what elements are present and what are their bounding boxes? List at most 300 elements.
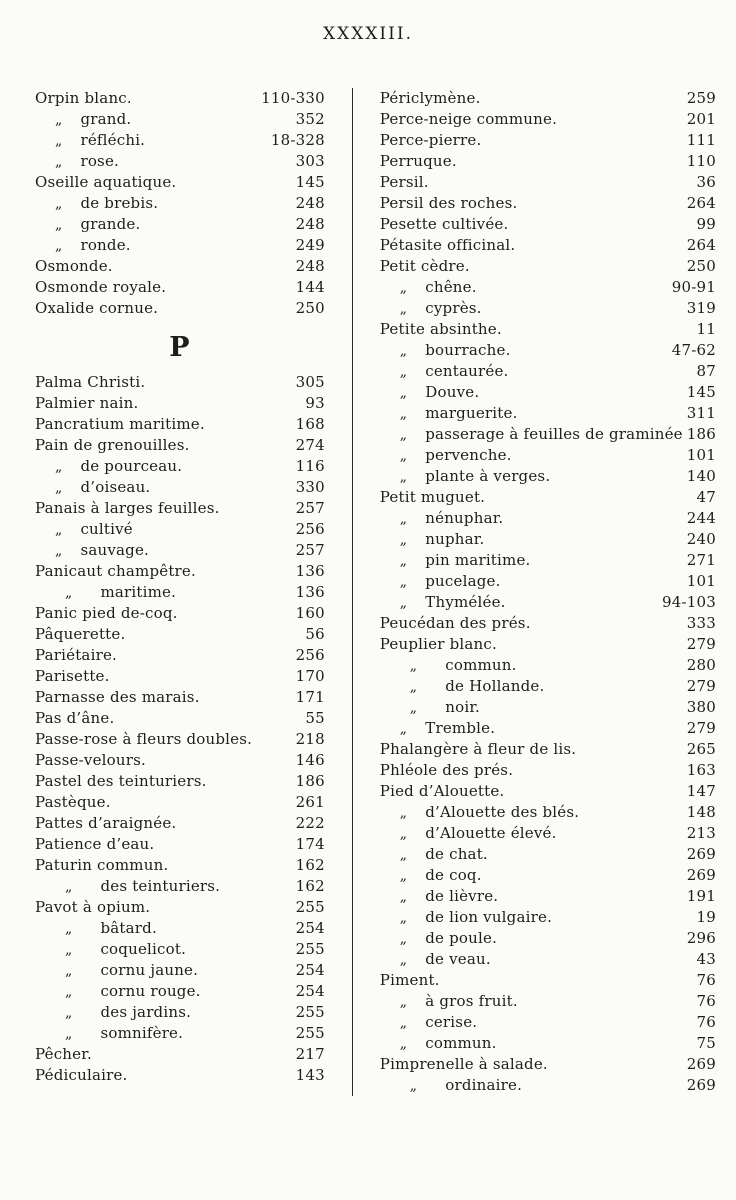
index-entry bbox=[380, 466, 716, 487]
entry-page-number: 257 bbox=[295, 541, 325, 559]
index-entry bbox=[35, 498, 325, 519]
index-entry bbox=[35, 582, 325, 603]
entry-page-number: 76 bbox=[696, 971, 716, 989]
ditto-mark: „ bbox=[55, 217, 63, 233]
index-entry bbox=[35, 855, 325, 876]
entry-label: nuphar. bbox=[425, 530, 485, 548]
entry-label: Pédiculaire. bbox=[35, 1066, 128, 1084]
index-entry bbox=[380, 949, 716, 970]
ditto-mark: „ bbox=[409, 658, 418, 674]
entry-page-number: 244 bbox=[686, 509, 716, 527]
index-entry bbox=[380, 739, 716, 760]
entry-page-number: 160 bbox=[295, 604, 325, 622]
entry-page-number: 18-328 bbox=[270, 131, 325, 149]
entry-page-number: 19 bbox=[696, 908, 716, 926]
entry-page-number: 75 bbox=[696, 1034, 716, 1052]
index-entry bbox=[380, 1012, 716, 1033]
entry-page-number: 170 bbox=[295, 667, 325, 685]
entry-page-number: 271 bbox=[686, 551, 716, 569]
entry-page-number: 11 bbox=[696, 320, 716, 338]
entry-page-number: 255 bbox=[295, 940, 325, 958]
ditto-mark: „ bbox=[55, 196, 63, 212]
entry-label: Pétasite officinal. bbox=[379, 236, 516, 254]
index-entry bbox=[35, 519, 325, 540]
ditto-mark: „ bbox=[55, 238, 63, 254]
letter-section-heading: P bbox=[169, 332, 191, 363]
entry-label: commun. bbox=[445, 656, 517, 674]
index-entry bbox=[380, 550, 716, 571]
index-entry bbox=[35, 1023, 325, 1044]
entry-label: d’Alouette des blés. bbox=[425, 803, 580, 821]
entry-label: d’oiseau. bbox=[80, 478, 151, 496]
entry-page-number: 111 bbox=[686, 131, 716, 149]
entry-label: Peuplier blanc. bbox=[379, 635, 497, 653]
entry-label: Pariétaire. bbox=[35, 646, 117, 664]
index-entry bbox=[380, 592, 716, 613]
entry-page-number: 101 bbox=[686, 572, 716, 590]
index-entry bbox=[380, 613, 716, 634]
index-entry bbox=[380, 1075, 716, 1096]
entry-label: des jardins. bbox=[100, 1003, 192, 1021]
ditto-mark: „ bbox=[399, 364, 408, 380]
index-entry bbox=[35, 414, 325, 435]
index-entry bbox=[380, 151, 716, 172]
entry-page-number: 279 bbox=[686, 677, 716, 695]
index-entry bbox=[35, 771, 325, 792]
entry-page-number: 240 bbox=[686, 530, 716, 548]
entry-page-number: 254 bbox=[295, 982, 325, 1000]
index-entry bbox=[380, 508, 716, 529]
index-entry bbox=[380, 130, 716, 151]
index-entry bbox=[380, 1033, 716, 1054]
entry-page-number: 279 bbox=[686, 635, 716, 653]
ditto-mark: „ bbox=[55, 459, 63, 475]
entry-label: Perruque. bbox=[379, 152, 457, 170]
entry-label: Persil. bbox=[379, 173, 429, 191]
entry-page-number: 76 bbox=[696, 992, 716, 1010]
entry-label: Phalangère à fleur de lis. bbox=[379, 740, 577, 758]
entry-label: de chat. bbox=[425, 845, 488, 863]
index-entry bbox=[380, 214, 716, 235]
ditto-mark: „ bbox=[55, 154, 63, 170]
index-entry bbox=[35, 666, 325, 687]
entry-page-number: 163 bbox=[686, 761, 716, 779]
entry-label: passerage à feuilles de graminée bbox=[425, 425, 683, 443]
index-entry bbox=[380, 361, 716, 382]
ditto-mark: „ bbox=[399, 910, 408, 926]
page-number-heading: XXXXIII. bbox=[323, 24, 413, 44]
index-entry bbox=[35, 477, 325, 498]
entry-page-number: 56 bbox=[305, 625, 325, 643]
index-entry bbox=[35, 876, 325, 897]
entry-page-number: 55 bbox=[305, 709, 325, 727]
index-entry bbox=[380, 781, 716, 802]
entry-page-number: 171 bbox=[295, 688, 325, 706]
index-columns bbox=[0, 88, 736, 1096]
entry-label: Panicaut champêtre. bbox=[35, 562, 196, 580]
index-entry bbox=[35, 456, 325, 477]
entry-label: Pastel des teinturiers. bbox=[35, 772, 207, 790]
index-entry bbox=[35, 214, 325, 235]
ditto-mark: „ bbox=[399, 595, 408, 611]
index-entry bbox=[35, 193, 325, 214]
entry-page-number: 47 bbox=[696, 488, 716, 506]
entry-label: commun. bbox=[425, 1034, 497, 1052]
entry-label: Pâquerette. bbox=[35, 625, 126, 643]
ditto-mark: „ bbox=[55, 112, 63, 128]
index-entry bbox=[35, 729, 325, 750]
ditto-mark: „ bbox=[399, 889, 408, 905]
ditto-mark: „ bbox=[399, 952, 408, 968]
entry-label: Perce-neige commune. bbox=[379, 110, 558, 128]
index-entry bbox=[380, 88, 716, 109]
entry-page-number: 148 bbox=[686, 803, 716, 821]
entry-page-number: 269 bbox=[686, 1055, 716, 1073]
entry-page-number: 174 bbox=[295, 835, 325, 853]
entry-label: Petit muguet. bbox=[379, 488, 486, 506]
ditto-mark: „ bbox=[409, 679, 418, 695]
ditto-mark: „ bbox=[399, 1015, 408, 1031]
index-entry bbox=[35, 624, 325, 645]
ditto-mark: „ bbox=[55, 480, 63, 496]
entry-page-number: 43 bbox=[696, 950, 716, 968]
entry-label: Pimprenelle à salade. bbox=[379, 1055, 548, 1073]
entry-page-number: 99 bbox=[696, 215, 716, 233]
index-entry bbox=[380, 571, 716, 592]
index-entry bbox=[35, 235, 325, 256]
index-entry bbox=[380, 319, 716, 340]
ditto-mark: „ bbox=[399, 805, 408, 821]
ditto-mark: „ bbox=[399, 343, 408, 359]
entry-label: cyprès. bbox=[425, 299, 482, 317]
entry-label: Douve. bbox=[425, 383, 480, 401]
entry-page-number: 352 bbox=[295, 110, 325, 128]
entry-page-number: 143 bbox=[295, 1066, 325, 1084]
index-entry bbox=[380, 844, 716, 865]
index-entry bbox=[380, 886, 716, 907]
entry-label: plante à verges. bbox=[425, 467, 551, 485]
ditto-mark: „ bbox=[65, 1005, 73, 1021]
entry-page-number: 110-330 bbox=[261, 89, 325, 107]
entry-label: cornu rouge. bbox=[100, 982, 201, 1000]
index-entry bbox=[35, 298, 325, 319]
index-entry bbox=[35, 708, 325, 729]
entry-label: Tremble. bbox=[425, 719, 496, 737]
entry-label: bâtard. bbox=[100, 919, 157, 937]
entry-page-number: 145 bbox=[295, 173, 325, 191]
entry-label: de coq. bbox=[425, 866, 482, 884]
ditto-mark: „ bbox=[399, 847, 408, 863]
entry-page-number: 279 bbox=[686, 719, 716, 737]
index-entry bbox=[35, 981, 325, 1002]
entry-label: sauvage. bbox=[80, 541, 150, 559]
index-entry bbox=[35, 834, 325, 855]
entry-page-number: 136 bbox=[295, 562, 325, 580]
ditto-mark: „ bbox=[65, 921, 73, 937]
entry-page-number: 76 bbox=[696, 1013, 716, 1031]
index-entry bbox=[380, 298, 716, 319]
entry-page-number: 250 bbox=[686, 257, 716, 275]
index-entry bbox=[35, 1044, 325, 1065]
entry-page-number: 93 bbox=[305, 394, 325, 412]
entry-page-number: 296 bbox=[686, 929, 716, 947]
entry-page-number: 305 bbox=[295, 373, 325, 391]
entry-label: Pas d’âne. bbox=[35, 709, 115, 727]
entry-page-number: 311 bbox=[686, 404, 716, 422]
entry-label: Pied d’Alouette. bbox=[379, 782, 505, 800]
index-entry bbox=[35, 88, 325, 109]
entry-label: cerise. bbox=[425, 1013, 478, 1031]
ditto-mark: „ bbox=[399, 868, 408, 884]
index-entry bbox=[35, 393, 325, 414]
index-entry bbox=[35, 435, 325, 456]
index-entry bbox=[380, 970, 716, 991]
index-entry bbox=[35, 960, 325, 981]
entry-label: de brebis. bbox=[80, 194, 159, 212]
entry-label: Orpin blanc. bbox=[35, 89, 132, 107]
entry-label: chêne. bbox=[425, 278, 477, 296]
entry-page-number: 248 bbox=[295, 194, 325, 212]
entry-label: Oseille aquatique. bbox=[35, 173, 177, 191]
entry-label: Pattes d’araignée. bbox=[35, 814, 177, 832]
entry-label: de pourceau. bbox=[80, 457, 183, 475]
entry-page-number: 259 bbox=[686, 89, 716, 107]
entry-label: cornu jaune. bbox=[100, 961, 199, 979]
ditto-mark: „ bbox=[399, 280, 408, 296]
entry-page-number: 94-103 bbox=[662, 593, 716, 611]
ditto-mark: „ bbox=[55, 133, 63, 149]
index-entry bbox=[380, 487, 716, 508]
entry-label: Piment. bbox=[379, 971, 440, 989]
ditto-mark: „ bbox=[399, 511, 408, 527]
entry-page-number: 186 bbox=[686, 425, 716, 443]
index-entry bbox=[380, 760, 716, 781]
index-entry bbox=[35, 1002, 325, 1023]
index-entry bbox=[380, 193, 716, 214]
ditto-mark: „ bbox=[409, 700, 418, 716]
column-divider-rule bbox=[352, 88, 353, 1096]
entry-label: Passe-velours. bbox=[35, 751, 146, 769]
entry-label: de poule. bbox=[425, 929, 498, 947]
entry-label: bourrache. bbox=[425, 341, 511, 359]
entry-label: cultivé bbox=[80, 520, 133, 538]
entry-page-number: 265 bbox=[686, 740, 716, 758]
ditto-mark: „ bbox=[399, 427, 408, 443]
entry-page-number: 269 bbox=[686, 845, 716, 863]
ditto-mark: „ bbox=[399, 448, 408, 464]
entry-page-number: 256 bbox=[295, 646, 325, 664]
index-entry bbox=[380, 340, 716, 361]
entry-label: Pancratium maritime. bbox=[35, 415, 205, 433]
entry-page-number: 274 bbox=[295, 436, 325, 454]
entry-page-number: 269 bbox=[686, 1076, 716, 1094]
entry-page-number: 191 bbox=[686, 887, 716, 905]
entry-page-number: 254 bbox=[295, 919, 325, 937]
ditto-mark: „ bbox=[399, 721, 408, 737]
entry-label: Palmier nain. bbox=[35, 394, 139, 412]
entry-page-number: 136 bbox=[295, 583, 325, 601]
ditto-mark: „ bbox=[399, 994, 408, 1010]
index-entry bbox=[380, 697, 716, 718]
entry-label: grand. bbox=[80, 110, 132, 128]
index-entry bbox=[380, 529, 716, 550]
entry-label: nénuphar. bbox=[425, 509, 504, 527]
entry-label: Pastèque. bbox=[35, 793, 111, 811]
entry-label: coquelicot. bbox=[100, 940, 187, 958]
index-entry bbox=[35, 918, 325, 939]
entry-page-number: 255 bbox=[295, 1024, 325, 1042]
ditto-mark: „ bbox=[65, 585, 73, 601]
left-column bbox=[35, 88, 325, 1096]
entry-page-number: 36 bbox=[696, 173, 716, 191]
entry-label: Oxalide cornue. bbox=[35, 299, 159, 317]
index-entry bbox=[380, 865, 716, 886]
entry-label: rose. bbox=[80, 152, 119, 170]
entry-label: Phléole des prés. bbox=[379, 761, 514, 779]
entry-label: d’Alouette élevé. bbox=[425, 824, 557, 842]
entry-label: pin maritime. bbox=[425, 551, 531, 569]
entry-page-number: 255 bbox=[295, 898, 325, 916]
entry-label: centaurée. bbox=[425, 362, 509, 380]
index-entry bbox=[380, 823, 716, 844]
entry-label: Parnasse des marais. bbox=[35, 688, 200, 706]
index-entry bbox=[35, 561, 325, 582]
index-entry bbox=[35, 151, 325, 172]
index-entry bbox=[380, 1054, 716, 1075]
index-entry bbox=[380, 928, 716, 949]
entry-page-number: 255 bbox=[295, 1003, 325, 1021]
index-entry bbox=[380, 634, 716, 655]
index-entry bbox=[35, 130, 325, 151]
ditto-mark: „ bbox=[65, 1026, 73, 1042]
entry-page-number: 218 bbox=[295, 730, 325, 748]
index-entry bbox=[35, 540, 325, 561]
ditto-mark: „ bbox=[399, 532, 408, 548]
index-entry bbox=[380, 277, 716, 298]
entry-page-number: 264 bbox=[686, 194, 716, 212]
index-entry bbox=[380, 109, 716, 130]
index-entry bbox=[35, 792, 325, 813]
ditto-mark: „ bbox=[65, 963, 73, 979]
index-entry bbox=[380, 172, 716, 193]
entry-label: de Hollande. bbox=[445, 677, 545, 695]
ditto-mark: „ bbox=[55, 543, 63, 559]
entry-page-number: 264 bbox=[686, 236, 716, 254]
entry-page-number: 249 bbox=[295, 236, 325, 254]
entry-label: Passe-rose à fleurs doubles. bbox=[35, 730, 253, 748]
index-entry bbox=[35, 109, 325, 130]
index-entry bbox=[35, 372, 325, 393]
entry-page-number: 101 bbox=[686, 446, 716, 464]
entry-label: Parisette. bbox=[35, 667, 110, 685]
entry-page-number: 47-62 bbox=[671, 341, 716, 359]
entry-label: grande. bbox=[80, 215, 141, 233]
ditto-mark: „ bbox=[399, 1036, 408, 1052]
index-entry bbox=[35, 1065, 325, 1086]
entry-label: de lion vulgaire. bbox=[425, 908, 553, 926]
ditto-mark: „ bbox=[65, 879, 73, 895]
entry-label: Perce-pierre. bbox=[379, 131, 482, 149]
entry-page-number: 186 bbox=[295, 772, 325, 790]
index-entry bbox=[35, 687, 325, 708]
entry-label: Pain de grenouilles. bbox=[35, 436, 190, 454]
ditto-mark: „ bbox=[399, 301, 408, 317]
entry-page-number: 90-91 bbox=[671, 278, 716, 296]
index-entry bbox=[35, 939, 325, 960]
entry-page-number: 333 bbox=[686, 614, 716, 632]
right-column bbox=[380, 88, 716, 1096]
ditto-mark: „ bbox=[399, 406, 408, 422]
ditto-mark: „ bbox=[65, 942, 73, 958]
entry-label: des teinturiers. bbox=[100, 877, 221, 895]
index-entry bbox=[35, 277, 325, 298]
entry-page-number: 213 bbox=[686, 824, 716, 842]
entry-label: Pêcher. bbox=[35, 1045, 92, 1063]
entry-page-number: 162 bbox=[295, 856, 325, 874]
entry-page-number: 147 bbox=[686, 782, 716, 800]
index-entry bbox=[380, 655, 716, 676]
entry-label: réfléchi. bbox=[80, 131, 146, 149]
entry-page-number: 217 bbox=[295, 1045, 325, 1063]
index-entry bbox=[380, 445, 716, 466]
entry-label: Pesette cultivée. bbox=[379, 215, 509, 233]
index-entry bbox=[35, 256, 325, 277]
index-entry bbox=[380, 718, 716, 739]
entry-label: Panic pied de-coq. bbox=[35, 604, 178, 622]
entry-page-number: 256 bbox=[295, 520, 325, 538]
entry-label: Petit cèdre. bbox=[379, 257, 470, 275]
entry-page-number: 269 bbox=[686, 866, 716, 884]
entry-label: Paturin commun. bbox=[35, 856, 169, 874]
entry-label: Osmonde. bbox=[35, 257, 113, 275]
index-entry bbox=[380, 991, 716, 1012]
entry-label: Peucédan des prés. bbox=[379, 614, 531, 632]
ditto-mark: „ bbox=[399, 826, 408, 842]
index-entry bbox=[380, 256, 716, 277]
entry-label: Persil des roches. bbox=[379, 194, 518, 212]
entry-label: Osmonde royale. bbox=[35, 278, 167, 296]
entry-page-number: 144 bbox=[295, 278, 325, 296]
ditto-mark: „ bbox=[399, 469, 408, 485]
ditto-mark: „ bbox=[65, 984, 73, 1000]
entry-page-number: 248 bbox=[295, 257, 325, 275]
ditto-mark: „ bbox=[399, 931, 408, 947]
entry-page-number: 201 bbox=[686, 110, 716, 128]
index-entry bbox=[35, 172, 325, 193]
entry-page-number: 330 bbox=[295, 478, 325, 496]
entry-page-number: 280 bbox=[686, 656, 716, 674]
entry-label: ordinaire. bbox=[445, 1076, 523, 1094]
entry-label: Panais à larges feuilles. bbox=[35, 499, 220, 517]
entry-label: Thymélée. bbox=[425, 593, 506, 611]
entry-label: Palma Christi. bbox=[35, 373, 146, 391]
entry-label: Patience d’eau. bbox=[35, 835, 155, 853]
entry-label: maritime. bbox=[100, 583, 177, 601]
entry-label: de lièvre. bbox=[425, 887, 499, 905]
entry-page-number: 380 bbox=[686, 698, 716, 716]
entry-page-number: 140 bbox=[686, 467, 716, 485]
index-entry bbox=[380, 676, 716, 697]
entry-label: pervenche. bbox=[425, 446, 512, 464]
entry-label: somnifère. bbox=[100, 1024, 184, 1042]
ditto-mark: „ bbox=[409, 1078, 418, 1094]
entry-label: Pavot à opium. bbox=[35, 898, 151, 916]
entry-page-number: 110 bbox=[686, 152, 716, 170]
index-entry bbox=[380, 235, 716, 256]
index-entry bbox=[35, 750, 325, 771]
entry-page-number: 222 bbox=[295, 814, 325, 832]
ditto-mark: „ bbox=[399, 553, 408, 569]
